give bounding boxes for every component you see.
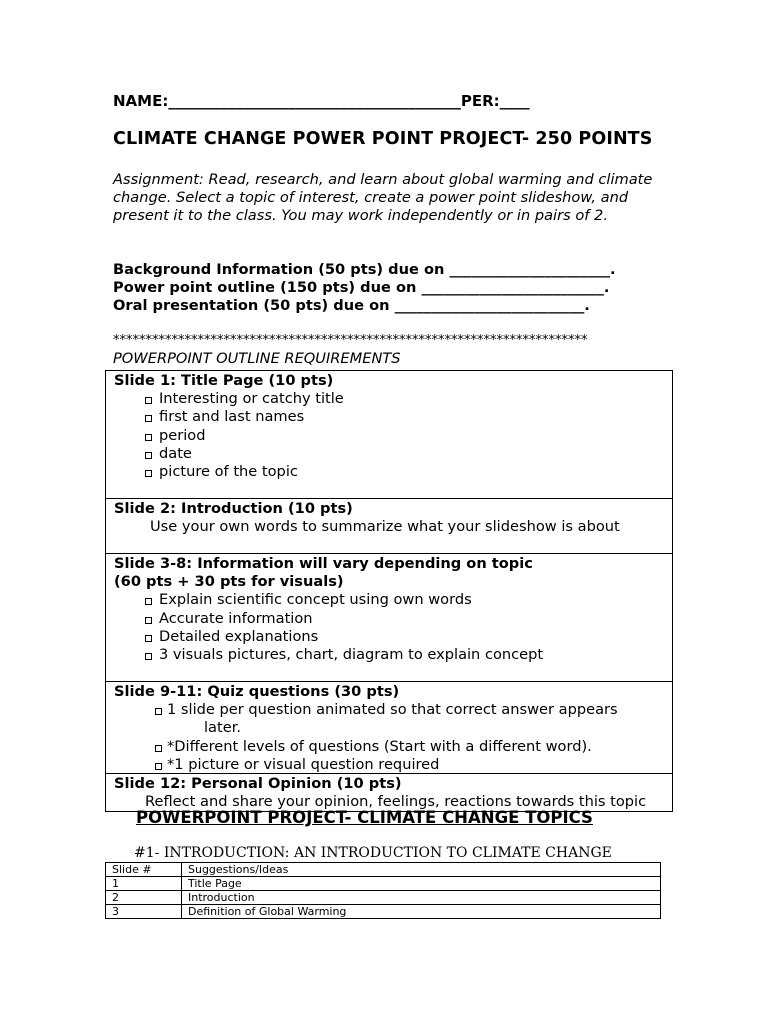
list-item: 3 visuals pictures, chart, diagram to explain concept xyxy=(114,646,672,664)
section-title: Slide 2: Introduction (10 pts) xyxy=(114,500,353,517)
section-text: Use your own words to summarize what your slideshow is about xyxy=(150,518,620,536)
list-item: date xyxy=(114,445,672,463)
table-cell: 2 xyxy=(106,891,182,905)
section-title: Slide 3-8: Information will vary depending on topic xyxy=(114,555,533,572)
list-item: Interesting or catchy title xyxy=(114,390,672,408)
list-item: period xyxy=(114,427,672,445)
topic-table xyxy=(105,862,661,919)
table-row xyxy=(106,905,661,919)
intro-heading: #1- INTRODUCTION: AN INTRODUCTION TO CLIMATE CHANGE xyxy=(134,845,612,861)
section-title: Slide 12: Personal Opinion (10 pts) xyxy=(114,775,402,792)
list-item: first and last names xyxy=(114,408,672,426)
table-row xyxy=(106,877,661,891)
table-cell: Introduction xyxy=(182,891,661,905)
assignment-paragraph: Assignment: Read, research, and learn about global warming and climate change. Select a topic of interest, create a power point slideshow, and present it to the class. You may work independently or in pairs of 2. xyxy=(113,171,653,225)
section-slide-12 xyxy=(106,773,672,811)
deadline-background: Background Information (50 pts) due on ______________________. xyxy=(113,261,616,278)
table-cell: Definition of Global Warming xyxy=(182,905,661,919)
section-text: Reflect and share your opinion, feelings, reactions towards this topic xyxy=(145,793,647,811)
deadlines-list xyxy=(113,261,616,316)
list-item: Detailed explanations xyxy=(114,628,672,646)
table-cell: Title Page xyxy=(182,877,661,891)
list-item: Explain scientific concept using own words xyxy=(114,591,672,609)
table-row xyxy=(106,891,661,905)
list-item: *1 picture or visual question required xyxy=(114,756,672,774)
section-slide-3-8 xyxy=(106,553,672,681)
table-cell: 1 xyxy=(106,877,182,891)
section-title: Slide 9-11: Quiz questions (30 pts) xyxy=(114,683,400,700)
section-subtitle: (60 pts + 30 pts for visuals) xyxy=(114,573,344,591)
section-slide-9-11 xyxy=(106,681,672,773)
requirements-table xyxy=(105,370,673,812)
section-title: Slide 1: Title Page (10 pts) xyxy=(114,372,334,389)
list-item: *Different levels of questions (Start with a different word). xyxy=(114,738,672,756)
deadline-outline: Power point outline (150 pts) due on _________________________. xyxy=(113,279,610,297)
page-title: CLIMATE CHANGE POWER POINT PROJECT- 250 POINTS xyxy=(113,129,653,149)
separator-line: ************************************************************************* xyxy=(113,333,588,348)
name-period-line: NAME:_______________________________________PER:____ xyxy=(113,92,530,110)
requirements-heading: POWERPOINT OUTLINE REQUIREMENTS xyxy=(113,350,401,367)
list-item-continuation: later. xyxy=(204,719,241,737)
deadline-oral: Oral presentation (50 pts) due on __________________________. xyxy=(113,297,590,315)
table-cell: 3 xyxy=(106,905,182,919)
table-header-cell: Slide # xyxy=(106,863,182,877)
list-item: picture of the topic xyxy=(114,463,672,481)
list-item: 1 slide per question animated so that correct answer appears xyxy=(114,701,672,719)
table-header-cell: Suggestions/Ideas xyxy=(182,863,661,877)
section-slide-1 xyxy=(106,371,672,498)
list-item: Accurate information xyxy=(114,610,672,628)
table-header-row xyxy=(106,863,661,877)
section-slide-2 xyxy=(106,498,672,553)
topics-title: POWERPOINT PROJECT- CLIMATE CHANGE TOPICS xyxy=(136,808,593,827)
